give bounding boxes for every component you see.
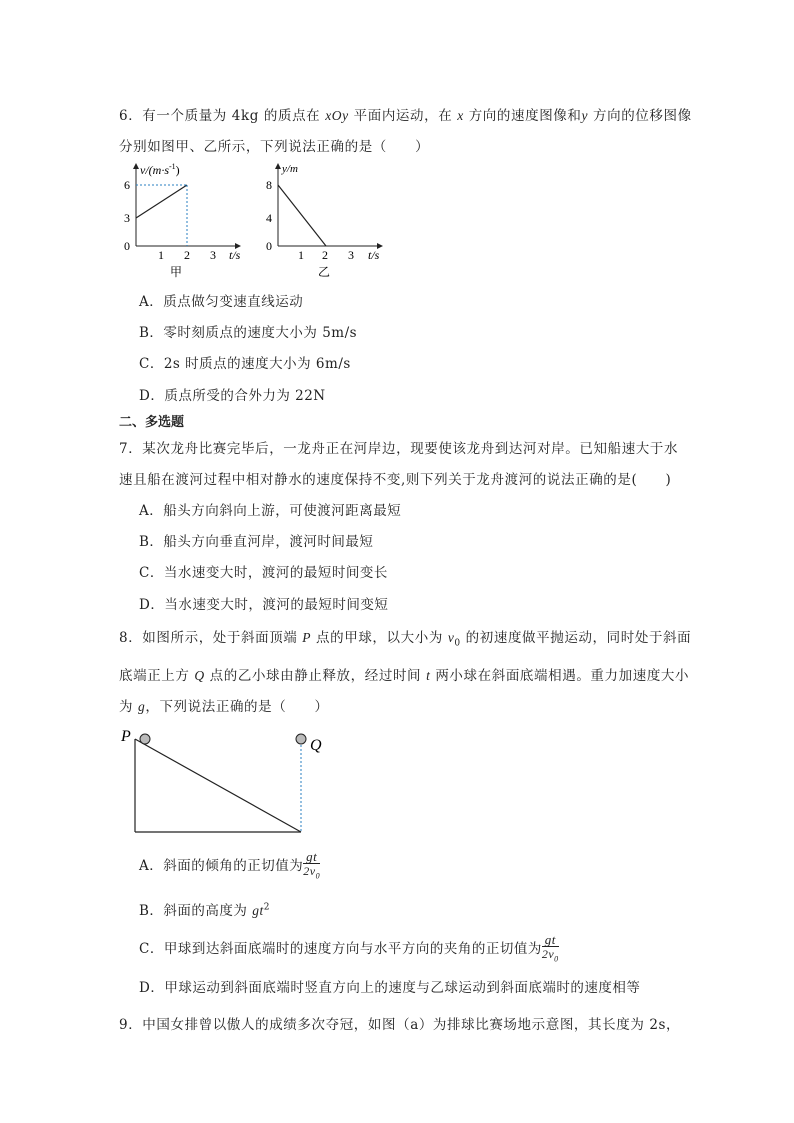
incline-slope [135,739,301,832]
x-tick-2: 2 [322,248,328,262]
q7-option-d: D．当水速变大时，渡河的最短时间变短 [139,597,389,613]
q6-option-a: A．质点做匀变速直线运动 [139,294,304,310]
q9-line1: 9．中国女排曾以傲人的成绩多次夺冠，如图（a）为排球比赛场地示意图，其长度为 2s， [119,1017,681,1033]
q6-option-c: C．2s 时质点的速度大小为 6m/s [139,356,351,372]
y-axis-label: y/m [282,163,298,175]
q8-option-b: B．斜面的高度为 $gt^2$ [139,902,270,919]
y-tick-3: 3 [124,211,130,225]
displacement-line [278,185,326,246]
q7-line2: 速且船在渡河过程中相对静水的速度保持不变,则下列关于龙舟渡河的说法正确的是( ) [119,472,672,488]
q6-line1: 6．有一个质量为 4kg 的质点在 xOy 平面内运动，在 x 方向的速度图像和y 方向的位移图像 [119,108,692,124]
y-tick-0: 0 [266,239,272,253]
q8-option-a: A．斜面的倾角的正切值为 $\frac{gt}{2v_0}$ [139,849,321,881]
caption-jia: 甲 [170,265,183,279]
x-tick-1: 1 [158,248,164,262]
q6-line2: 分别如图甲、乙所示，下列说法正确的是（ ） [119,139,430,155]
x-tick-3: 3 [210,248,216,262]
ball-jia [140,734,150,744]
velocity-graph-jia [118,160,248,282]
velocity-line [136,185,187,218]
x-axis-label: t/s [229,248,241,262]
q7-line1: 7．某次龙舟比赛完毕后，一龙舟正在河岸边，现要使该龙舟到达河对岸。已知船速大于水 [119,441,679,457]
y-tick-4: 4 [266,211,272,225]
q7-option-b: B．船头方向垂直河岸，渡河时间最短 [139,534,374,550]
q6-option-d: D．质点所受的合外力为 22N [139,388,326,404]
q7-option-c: C．当水速变大时，渡河的最短时间变长 [139,565,388,581]
y-tick-8: 8 [266,178,272,192]
caption-yi: 乙 [318,265,331,279]
y-tick-0: 0 [124,239,130,253]
q8-option-c: C．甲球到达斜面底端时的速度方向与水平方向的夹角的正切值为 $\frac{gt}{2v_0}$ [139,932,559,964]
displacement-graph-yi [260,160,390,282]
q6-option-b: B．零时刻质点的速度大小为 5m/s [139,325,358,341]
x-tick-1: 1 [298,248,304,262]
fraction-gt-over-2v0: $\frac{gt}{2v_0}$ [303,849,321,881]
x-axis-label: t/s [368,248,380,262]
x-tick-2: 2 [184,248,190,262]
q7-option-a: A．船头方向斜向上游，可使渡河距离最短 [139,503,402,519]
incline-figure [118,724,338,839]
y-tick-6: 6 [124,178,130,192]
label-q: Q [310,737,322,754]
section-title-multi-choice: 二、多选题 [119,415,185,430]
q8-line1: 8．如图所示，处于斜面顶端 P 点的甲球，以大小为 $v_0$ 的初速度做平抛运动，同时处于斜面 [119,630,692,649]
y-axis-label: $v/(m\cdot s^{-1})$ [140,162,180,177]
q8-line3: 为 g，下列说法正确的是（ ） [119,699,329,715]
x-tick-3: 3 [348,248,354,262]
q8-line2: 底端正上方 Q 点的乙小球由静止释放，经过时间 t 两小球在斜面底端相遇。重力加速度大小 [119,668,690,684]
q8-option-d: D．甲球运动到斜面底端时竖直方向上的速度与乙球运动到斜面底端时的速度相等 [139,980,641,996]
ball-yi [296,734,306,744]
label-p: P [121,728,131,745]
fraction-gt-over-2v0: $\frac{gt}{2v_0}$ [541,932,559,964]
